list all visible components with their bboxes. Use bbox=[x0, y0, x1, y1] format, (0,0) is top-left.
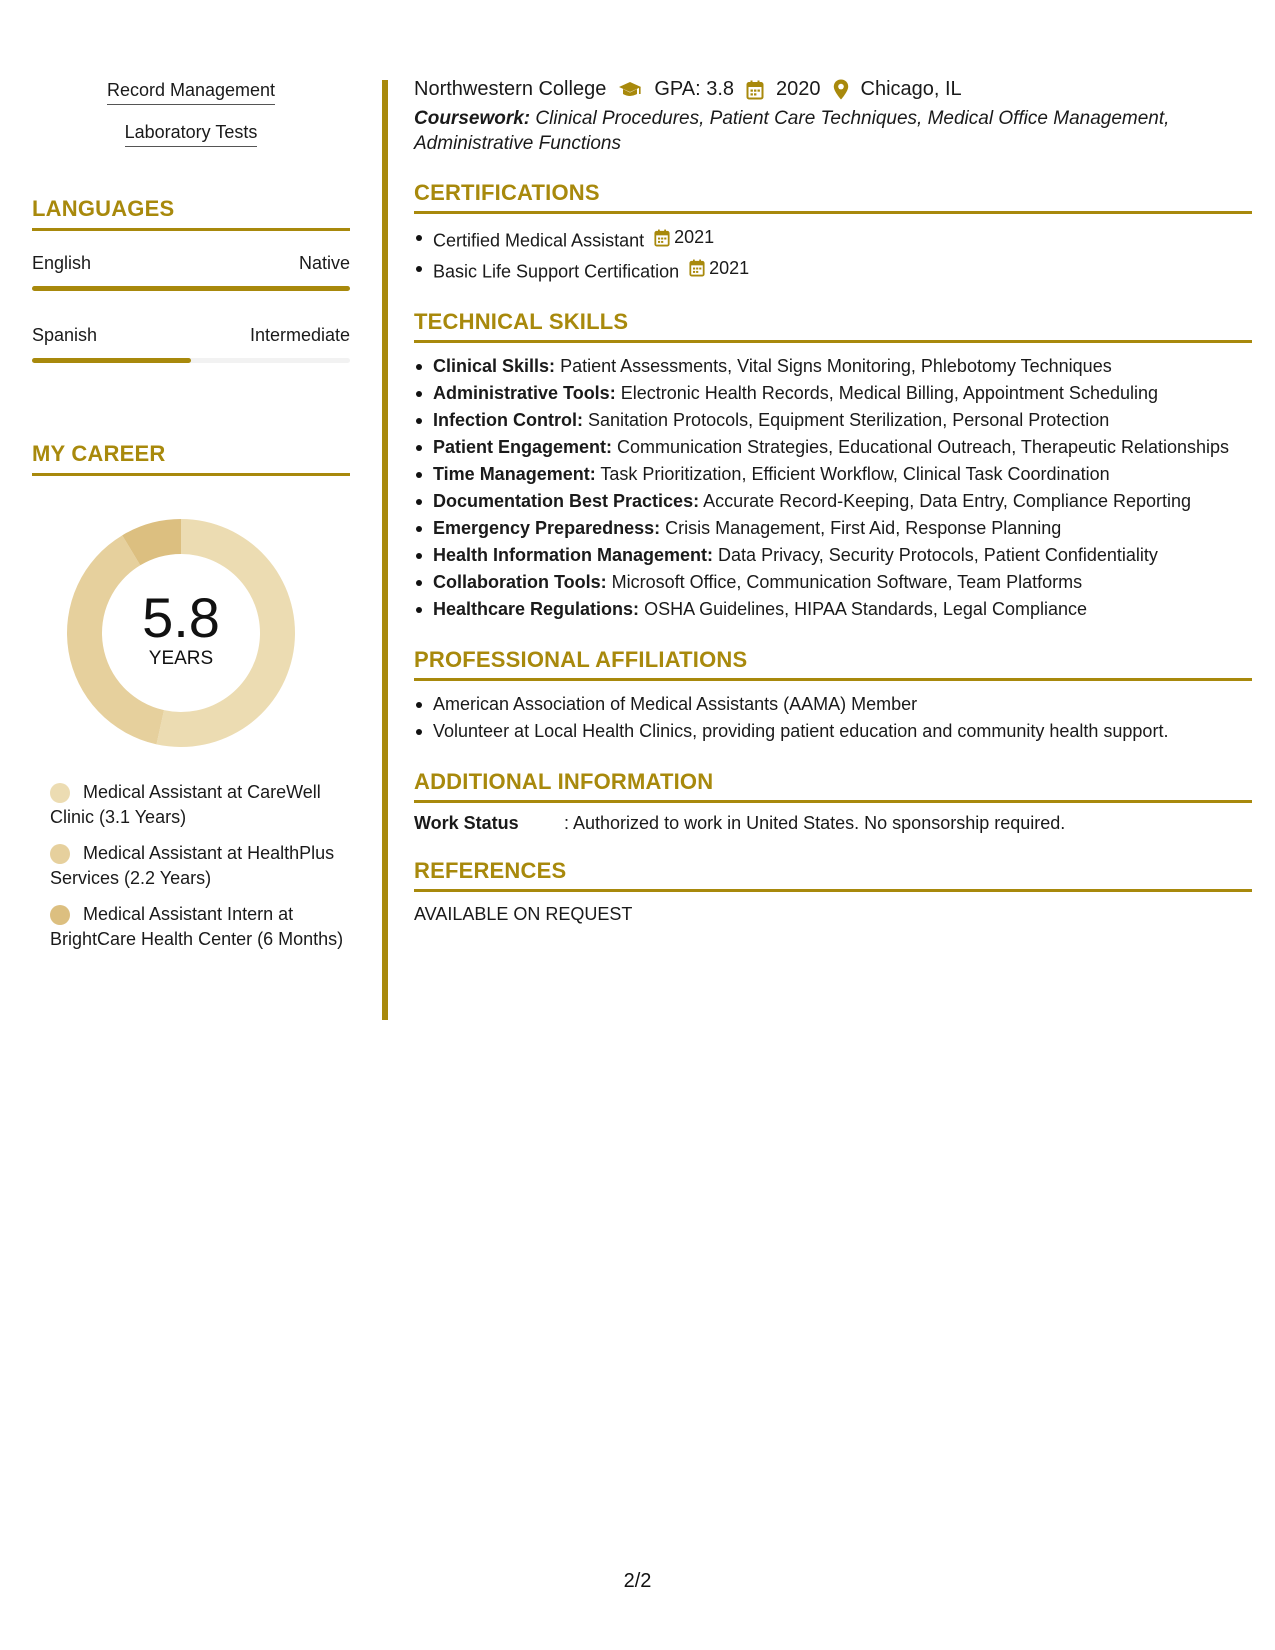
skill-item bbox=[414, 569, 1252, 596]
language-bar-fill bbox=[32, 358, 191, 363]
skill-name: Collaboration Tools: bbox=[433, 572, 607, 592]
work-status-row bbox=[414, 813, 1252, 834]
location-pin-icon bbox=[833, 79, 849, 100]
skill-item bbox=[414, 353, 1252, 380]
skill-tag: Record Management bbox=[107, 80, 275, 105]
right-column bbox=[414, 78, 1252, 925]
career-donut-center bbox=[66, 586, 296, 670]
coursework bbox=[414, 106, 1252, 156]
references-heading: REFERENCES bbox=[414, 858, 1252, 892]
skill-item bbox=[414, 407, 1252, 434]
skill-name: Documentation Best Practices: bbox=[433, 491, 700, 511]
skill-desc: Sanitation Protocols, Equipment Sterilization, Personal Protection bbox=[588, 410, 1110, 430]
affiliation-item: American Association of Medical Assistants (AAMA) Member bbox=[414, 691, 1252, 718]
affiliation-item: Volunteer at Local Health Clinics, providing patient education and community health support. bbox=[414, 718, 1252, 745]
legend-dot bbox=[50, 783, 70, 803]
language-level: Intermediate bbox=[249, 325, 350, 345]
skill-desc: Crisis Management, First Aid, Response Planning bbox=[665, 518, 1062, 538]
career-legend-item bbox=[50, 902, 350, 952]
career-total-value: 5.8 bbox=[142, 586, 220, 649]
skill-desc: Electronic Health Records, Medical Billing, Appointment Scheduling bbox=[620, 383, 1159, 403]
skill-tags bbox=[32, 80, 350, 164]
calendar-icon bbox=[689, 259, 705, 277]
graduation-cap-icon bbox=[618, 81, 642, 99]
certification-item bbox=[414, 255, 1252, 286]
calendar-icon bbox=[746, 80, 764, 100]
skill-desc: Communication Strategies, Educational Outreach, Therapeutic Relationships bbox=[617, 437, 1230, 457]
certification-name: Certified Medical Assistant bbox=[433, 230, 645, 251]
career-legend bbox=[32, 780, 350, 952]
skill-desc: Patient Assessments, Vital Signs Monitoring, Phlebotomy Techniques bbox=[560, 356, 1112, 376]
languages-heading: LANGUAGES bbox=[32, 196, 350, 231]
career-legend-item bbox=[50, 780, 350, 830]
career-legend-item bbox=[50, 841, 350, 891]
page-number: 2/2 bbox=[623, 1570, 652, 1592]
skill-name: Patient Engagement: bbox=[433, 437, 613, 457]
language-bar bbox=[32, 358, 350, 363]
technical-skills-heading: TECHNICAL SKILLS bbox=[414, 309, 1252, 343]
language-bar bbox=[32, 286, 350, 291]
legend-label: Medical Assistant at HealthPlus Services (2.2 Years) bbox=[50, 843, 335, 888]
skill-tag: Laboratory Tests bbox=[125, 122, 258, 147]
coursework-text: Clinical Procedures, Patient Care Techniques, Medical Office Management, Administrative Functions bbox=[414, 108, 1170, 154]
education-year: 2020 bbox=[776, 78, 821, 100]
certifications-heading: CERTIFICATIONS bbox=[414, 180, 1252, 214]
legend-label: Medical Assistant Intern at BrightCare Health Center (6 Months) bbox=[50, 904, 344, 949]
certification-year: 2021 bbox=[674, 227, 715, 247]
technical-skills-list bbox=[414, 353, 1252, 623]
affiliations-list bbox=[414, 691, 1252, 745]
skill-name: Infection Control: bbox=[433, 410, 583, 430]
skill-name: Administrative Tools: bbox=[433, 383, 616, 403]
calendar-icon bbox=[654, 229, 670, 247]
skill-desc: OSHA Guidelines, HIPAA Standards, Legal Compliance bbox=[644, 599, 1087, 619]
education-gpa: GPA: 3.8 bbox=[654, 78, 734, 100]
skill-desc: Microsoft Office, Communication Software, Team Platforms bbox=[611, 572, 1083, 592]
language-item bbox=[32, 325, 350, 363]
language-item bbox=[32, 253, 350, 291]
career-donut-chart bbox=[66, 518, 296, 748]
legend-dot bbox=[50, 844, 70, 864]
skill-desc: Accurate Record-Keeping, Data Entry, Compliance Reporting bbox=[703, 491, 1192, 511]
career-heading: MY CAREER bbox=[32, 441, 350, 476]
skill-desc: Data Privacy, Security Protocols, Patient Confidentiality bbox=[718, 545, 1158, 565]
legend-label: Medical Assistant at CareWell Clinic (3.1 Years) bbox=[50, 782, 321, 827]
skill-item bbox=[414, 596, 1252, 623]
skill-name: Time Management: bbox=[433, 464, 596, 484]
skill-item bbox=[414, 434, 1252, 461]
work-status-label: Work Status bbox=[414, 813, 519, 833]
skill-item bbox=[414, 380, 1252, 407]
certifications-list bbox=[414, 224, 1252, 285]
coursework-label: Coursework: bbox=[414, 108, 531, 129]
skill-name: Clinical Skills: bbox=[433, 356, 556, 376]
skill-item bbox=[414, 542, 1252, 569]
language-level: Native bbox=[298, 253, 350, 273]
skill-name: Healthcare Regulations: bbox=[433, 599, 640, 619]
certification-year: 2021 bbox=[709, 257, 750, 278]
skill-name: Emergency Preparedness: bbox=[433, 518, 661, 538]
education-location: Chicago, IL bbox=[860, 78, 962, 100]
left-column bbox=[32, 80, 350, 963]
certification-item bbox=[414, 224, 1252, 255]
work-status-value: : Authorized to work in United States. No sponsorship required. bbox=[564, 813, 1066, 833]
school-name: Northwestern College bbox=[414, 78, 607, 100]
legend-dot bbox=[50, 905, 70, 925]
skill-desc: Task Prioritization, Efficient Workflow, Clinical Task Coordination bbox=[600, 464, 1110, 484]
education-line bbox=[414, 78, 1252, 101]
skill-item bbox=[414, 515, 1252, 542]
skill-name: Health Information Management: bbox=[433, 545, 714, 565]
skill-item bbox=[414, 461, 1252, 488]
references-text: AVAILABLE ON REQUEST bbox=[414, 904, 633, 924]
career-total-unit: YEARS bbox=[148, 648, 214, 669]
skill-item bbox=[414, 488, 1252, 515]
language-name: English bbox=[32, 253, 92, 273]
additional-info-heading: ADDITIONAL INFORMATION bbox=[414, 769, 1252, 803]
column-divider bbox=[382, 80, 388, 1020]
affiliations-heading: PROFESSIONAL AFFILIATIONS bbox=[414, 647, 1252, 681]
language-name: Spanish bbox=[32, 325, 98, 345]
certification-name: Basic Life Support Certification bbox=[433, 261, 680, 281]
language-bar-fill bbox=[32, 286, 350, 291]
